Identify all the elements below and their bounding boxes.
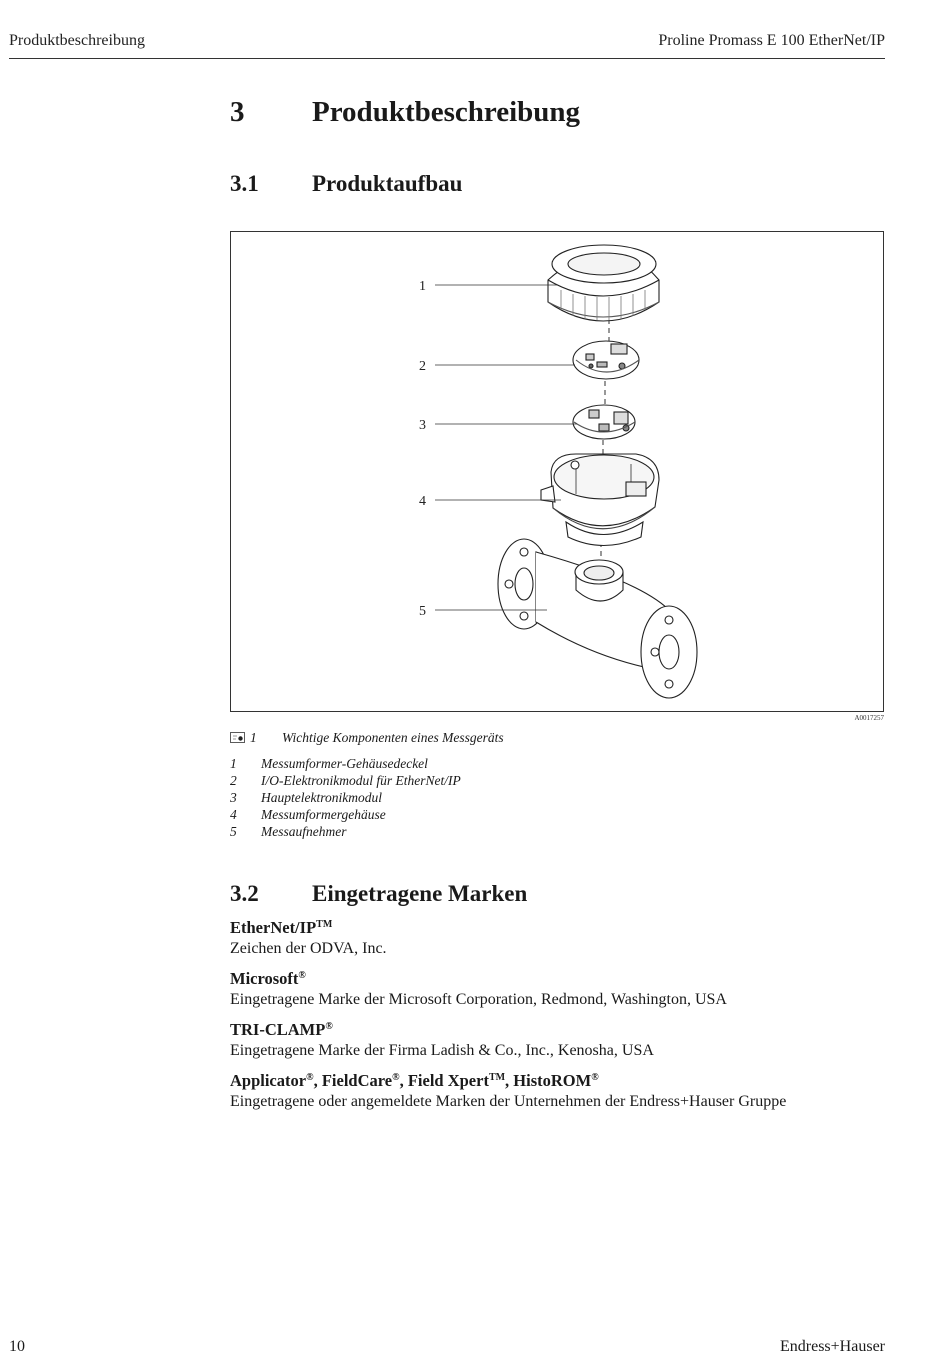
trademark-name: Applicator®, FieldCare®, Field Xpert™, HistoROM®: [230, 1071, 599, 1090]
callout-4: 4: [419, 494, 426, 509]
page-number: 10: [9, 1338, 25, 1355]
callout-3: 3: [419, 418, 426, 433]
trademark-entry: [230, 1020, 880, 1061]
trademark-name: TRI-CLAMP®: [230, 1020, 333, 1039]
legend-text: Messaufnehmer: [261, 824, 347, 839]
legend-number: 2: [230, 773, 237, 788]
caption-number: 1: [250, 730, 257, 745]
section-number: 3.1: [230, 171, 259, 196]
legend-text: Messumformer-Gehäusedeckel: [261, 756, 428, 771]
chapter-number: 3: [230, 96, 245, 128]
legend-text: Messumformergehäuse: [261, 807, 386, 822]
section-title: Eingetragene Marken: [312, 881, 528, 906]
sensor-part: [498, 539, 697, 698]
main-electronics-board: [573, 405, 635, 439]
legend-text: Hauptelektronikmodul: [261, 790, 382, 805]
figure-code: A0017257: [854, 714, 884, 722]
figure-icon: [230, 732, 245, 743]
trademark-entry: [230, 918, 880, 959]
callout-2: 2: [419, 359, 426, 374]
header-rule: [9, 58, 885, 59]
trademark-entry: [230, 969, 880, 1010]
legend-text: I/O-Elektronikmodul für EtherNet/IP: [261, 773, 461, 788]
trademark-name: EtherNet/IP™: [230, 918, 333, 937]
trademark-description: Zeichen der ODVA, Inc.: [230, 940, 387, 957]
callout-5: 5: [419, 604, 426, 619]
exploded-device-drawing: [231, 232, 883, 711]
running-header-left: Produktbeschreibung: [9, 32, 145, 49]
trademark-description: Eingetragene oder angemeldete Marken der Unternehmen der Endress+Hauser Gruppe: [230, 1093, 787, 1110]
figure-frame: [230, 231, 884, 712]
trademark-name: Microsoft®: [230, 969, 306, 988]
trademark-entry: [230, 1071, 880, 1112]
io-module-board: [573, 341, 639, 379]
running-header-right: Proline Promass E 100 EtherNet/IP: [658, 32, 885, 49]
trademark-description: Eingetragene Marke der Firma Ladish & Co., Inc., Kenosha, USA: [230, 1042, 654, 1059]
section-number: 3.2: [230, 881, 259, 906]
trademark-list: [230, 918, 880, 1122]
legend-number: 5: [230, 824, 237, 839]
legend-number: 4: [230, 807, 237, 822]
footer-brand: Endress+Hauser: [780, 1338, 885, 1355]
section-title: Produktaufbau: [312, 171, 463, 196]
housing-cover-part: [548, 245, 659, 321]
chapter-title: Produktbeschreibung: [312, 96, 581, 128]
legend-number: 3: [230, 790, 237, 805]
callout-1: 1: [419, 279, 426, 294]
trademark-description: Eingetragene Marke der Microsoft Corporation, Redmond, Washington, USA: [230, 991, 727, 1008]
legend-number: 1: [230, 756, 237, 771]
caption-text: Wichtige Komponenten eines Messgeräts: [282, 730, 504, 745]
